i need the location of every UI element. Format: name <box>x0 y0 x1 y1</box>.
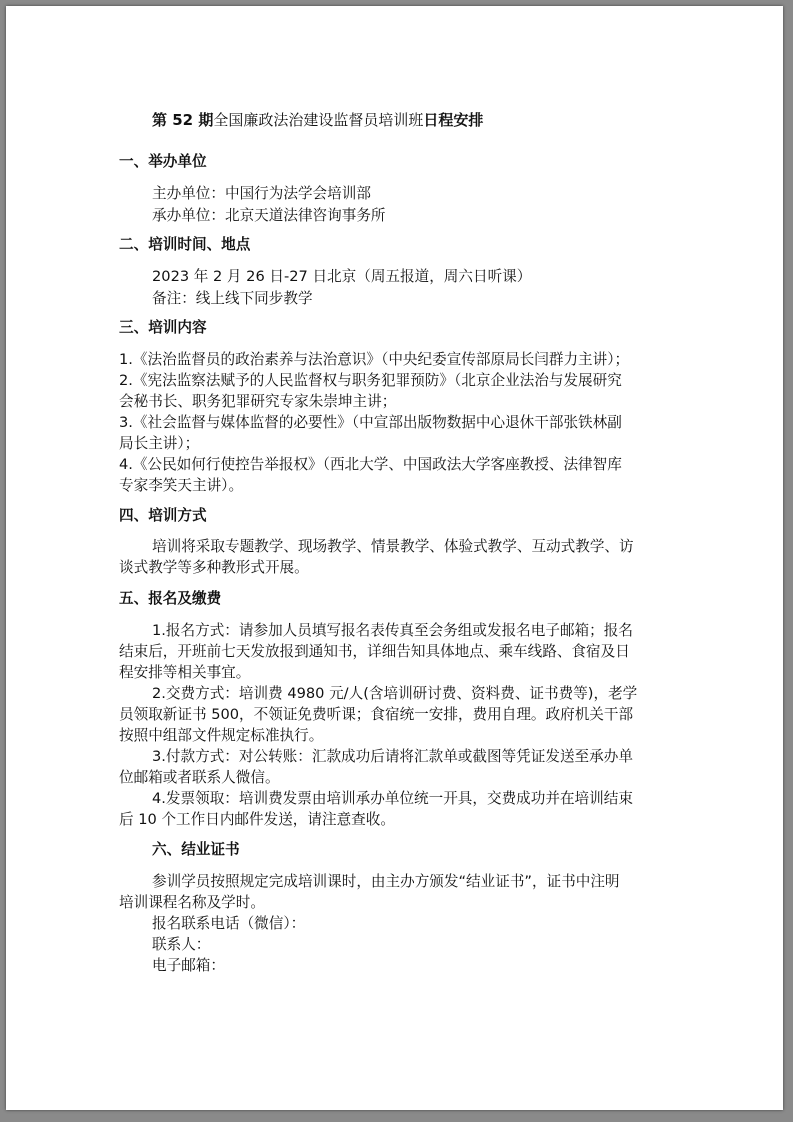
title-bold-prefix: 第 52 期 <box>152 111 214 129</box>
section-heading-content: 三、培训内容 <box>119 319 207 336</box>
section-heading-time-location: 二、培训时间、地点 <box>119 236 251 253</box>
contact-phone-label: 报名联系电话（微信）： <box>152 915 306 932</box>
body-line: 2.交费方式：培训费 4980 元/人(含培训研讨费、资料费、证书费等)，老学 <box>152 685 638 702</box>
section-heading-registration-fees: 五、报名及缴费 <box>119 590 222 607</box>
section-heading-organizers: 一、举办单位 <box>119 153 207 170</box>
body-line: 按照中组部文件规定标准执行。 <box>119 727 324 744</box>
document-title <box>152 110 483 131</box>
body-line: 专家李笑天主讲）。 <box>119 477 244 494</box>
body-line: 局长主讲）； <box>119 435 200 452</box>
document-page <box>6 6 783 1110</box>
body-line: 承办单位：北京天道法律咨询事务所 <box>152 207 386 224</box>
title-main: 全国廉政法治建设监督员培训班 <box>213 111 424 129</box>
body-line: 后 10 个工作日内邮件发送，请注意查收。 <box>119 811 395 828</box>
body-line: 主办单位：中国行为法学会培训部 <box>152 185 371 202</box>
body-line: 1.《法治监督员的政治素养与法治意识》（中央纪委宣传部原局长闫群力主讲）； <box>119 351 630 368</box>
body-line: 会秘书长、职务犯罪研究专家朱崇坤主讲； <box>119 393 397 410</box>
section-heading-certificate: 六、结业证书 <box>152 841 240 858</box>
body-line: 位邮箱或者联系人微信。 <box>119 769 280 786</box>
title-bold-suffix: 日程安排 <box>423 111 484 129</box>
body-line: 3.付款方式：对公转账：汇款成功后请将汇款单或截图等凭证发送至承办单 <box>152 748 633 765</box>
section-heading-method: 四、培训方式 <box>119 507 207 524</box>
body-line: 培训将采取专题教学、现场教学、情景教学、体验式教学、互动式教学、访 <box>152 538 634 555</box>
body-line: 程安排等相关事宜。 <box>119 664 251 681</box>
body-line: 员领取新证书 500，不领证免费听课；食宿统一安排，费用自理。政府机关干部 <box>119 706 634 723</box>
body-line: 4.发票领取：培训费发票由培训承办单位统一开具，交费成功并在培训结束 <box>152 790 633 807</box>
contact-email-label: 电子邮箱： <box>152 957 225 974</box>
body-line: 2023 年 2 月 26 日-27 日北京（周五报道，周六日听课） <box>152 268 532 285</box>
contact-person-label: 联系人： <box>152 936 211 953</box>
body-line: 备注：线上线下同步教学 <box>152 290 313 307</box>
body-line: 谈式教学等多种教形式开展。 <box>119 559 309 576</box>
body-line: 3.《社会监督与媒体监督的必要性》（中宣部出版物数据中心退休干部张铁林副 <box>119 414 622 431</box>
body-line: 4.《公民如何行使控告举报权》（西北大学、中国政法大学客座教授、法律智库 <box>119 456 622 473</box>
body-line: 2.《宪法监察法赋予的人民监督权与职务犯罪预防》（北京企业法治与发展研究 <box>119 372 622 389</box>
body-line: 1.报名方式：请参加人员填写报名表传真至会务组或发报名电子邮箱；报名 <box>152 622 633 639</box>
body-line: 培训课程名称及学时。 <box>119 894 265 911</box>
body-line: 参训学员按照规定完成培训课时，由主办方颁发“结业证书”，证书中注明 <box>152 873 620 890</box>
body-line: 结束后，开班前七天发放报到通知书，详细告知具体地点、乘车线路、食宿及日 <box>119 643 630 660</box>
